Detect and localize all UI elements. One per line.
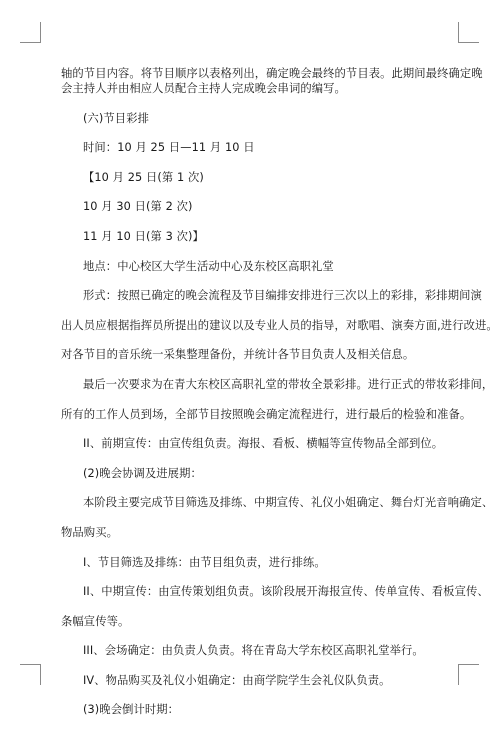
text-line: II、前期宣传：由宣传组负责。海报、看板、横幅等宣传物品全部到位。 [83, 437, 444, 451]
crop-mark-top-right-h [458, 42, 479, 43]
crop-mark-bottom-left-h [20, 664, 41, 665]
text-line: 形式：按照已确定的晚会流程及节目编排安排进行三次以上的彩排，彩排期间演 [83, 289, 482, 303]
text-line: 11 月 10 日(第 3 次)】 [83, 229, 204, 243]
text-line: II、中期宣传：由宣传策划组负责。该阶段展开海报宣传、传单宣传、看板宣传、 [83, 585, 489, 599]
text-line: (3)晚会倒计时期： [83, 703, 180, 717]
text-line: III、会场确定：由负责人负责。将在青岛大学东校区高职礼堂举行。 [83, 644, 424, 658]
text-line: I、节目筛选及排练：由节目组负责，进行排练。 [83, 555, 326, 569]
text-line: (2)晚会协调及进展期： [83, 466, 202, 480]
text-line: 条幅宣传等。 [61, 614, 130, 628]
paragraph-continuation [61, 66, 483, 96]
crop-mark-bottom-right-v [458, 664, 459, 685]
text-line: 地点：中心校区大学生活动中心及东校区高职礼堂 [83, 259, 334, 273]
paragraph-early-publicity [61, 436, 447, 451]
crop-mark-bottom-right-h [458, 664, 479, 665]
text-line: 物品购买。 [61, 525, 118, 539]
text-line: 最后一次要求为在青大东校区高职礼堂的带妆全景彩排。进行正式的带妆彩排间， [83, 377, 494, 391]
text-line: (六)节目彩排 [83, 111, 149, 125]
heading-rehearsal [61, 111, 447, 126]
text-line: 出人员应根据指挥员所提出的建议以及专业人员的指导，对歌唱、演奏方面,进行改进。 [61, 318, 498, 332]
crop-mark-bottom-left-v [40, 664, 41, 685]
paragraph-program-selection [61, 555, 447, 570]
text-line: 本阶段主要完成节目筛选及排练、中期宣传、礼仪小姐确定、舞台灯光音响确定、 [83, 496, 494, 510]
text-line: 【10 月 25 日(第 1 次) [83, 170, 204, 184]
paragraph-venue [61, 643, 447, 658]
text-line: 会主持人并由相应人员配合主持人完成晚会串词的编写。 [61, 82, 346, 95]
text-line: 轴的节目内容。将节目顺序以表格列出，确定晚会最终的节目表。此期间最终确定晚 [61, 67, 483, 80]
heading-countdown [61, 702, 447, 717]
paragraph-purchasing [61, 673, 447, 688]
text-line: 时间：10 月 25 日—11 月 10 日 [83, 141, 255, 155]
document-body [61, 66, 498, 732]
paragraph-time [61, 140, 447, 155]
text-line: 对各节目的音乐统一采集整理备份，并统计各节目负责人及相关信息。 [61, 348, 415, 362]
paragraph-date-2 [61, 199, 447, 214]
crop-mark-top-right-v [458, 22, 459, 43]
paragraph-mid-publicity [61, 584, 489, 629]
paragraph-location [61, 259, 447, 274]
paragraph-format [61, 288, 498, 362]
crop-mark-top-left-h [20, 42, 41, 43]
text-line: 10 月 30 日(第 2 次) [83, 200, 193, 214]
text-line: 所有的工作人员到场，全部节目按照晚会确定流程进行，进行最后的检验和准备。 [61, 407, 472, 421]
paragraph-final-rehearsal [61, 377, 494, 422]
paragraph-date-1 [61, 170, 447, 185]
paragraph-stage-tasks [61, 495, 494, 540]
heading-coordination [61, 466, 447, 481]
crop-mark-top-left-v [40, 22, 41, 43]
text-line: IV、物品购买及礼仪小姐确定：由商学院学生会礼仪队负责。 [83, 673, 391, 687]
paragraph-date-3 [61, 229, 447, 244]
